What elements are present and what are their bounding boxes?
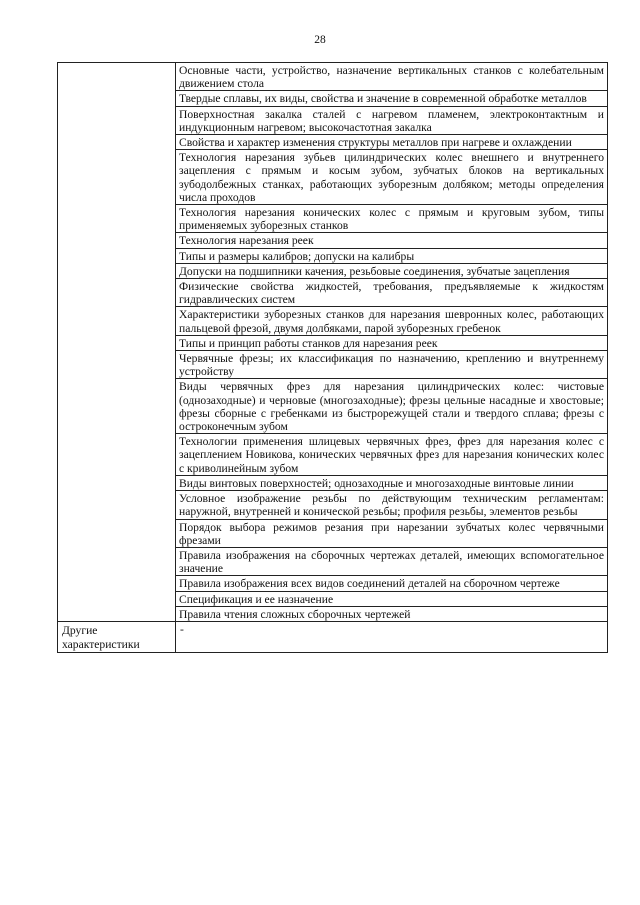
requirements-table-body [58, 63, 608, 653]
topic-cell: Червячные фрезы; их классификация по назначению, креплению и внутреннему устройству [176, 351, 608, 379]
other-characteristics-label-line1: Другие [62, 623, 98, 637]
topic-cell: Технология нарезания зубьев цилиндрических колес внешнего и внутреннего зацепления с прямым и косым зубом, зубчатых блоков на вертикальных зубодолбежных станках, работающих зуборезным долбяком; методы определения числа проходов [176, 150, 608, 205]
topic-cell: Порядок выбора режимов резания при нарезании зубчатых колес червячными фрезами [176, 519, 608, 547]
topic-cell: Спецификация и ее назначение [176, 591, 608, 606]
topic-cell: Правила изображения всех видов соединений деталей на сборочном чертеже [176, 576, 608, 591]
topic-cell: Твердые сплавы, их виды, свойства и значение в современной обработке металлов [176, 91, 608, 106]
topic-cell: Допуски на подшипники качения, резьбовые соединения, зубчатые зацепления [176, 263, 608, 278]
topic-cell: Правила чтения сложных сборочных чертежей [176, 606, 608, 621]
topic-cell: Виды червячных фрез для нарезания цилиндрических колес: чистовые (однозаходные) и черновые (многозаходные); фрезы цельные насадные и хвостовые; фрезы сборные с гребенками из быстрорежущей стали и твердого сплава; фрезы с остроконечным зубом [176, 379, 608, 434]
requirements-table [57, 62, 608, 653]
other-characteristics-label-line2: характеристики [62, 637, 140, 651]
topic-cell: Поверхностная закалка сталей с нагревом пламенем, электроконтактным и индукционным нагревом; высокочастотная закалка [176, 106, 608, 134]
topic-cell: Основные части, устройство, назначение вертикальных станков с колебательным движением стола [176, 63, 608, 91]
topic-cell: Технология нарезания конических колес с прямым и круговым зубом, типы применяемых зуборезных станков [176, 205, 608, 233]
topic-cell: Правила изображения на сборочных чертежах деталей, имеющих вспомогательное значение [176, 547, 608, 575]
topic-cell: Физические свойства жидкостей, требования, предъявляемые к жидкостям гидравлических систем [176, 279, 608, 307]
topic-cell: Технология нарезания реек [176, 233, 608, 248]
topic-row [58, 63, 608, 91]
topic-cell: Типы и принцип работы станков для нарезания реек [176, 335, 608, 350]
other-characteristics-label [58, 621, 176, 652]
topic-cell: Типы и размеры калибров; допуски на калибры [176, 248, 608, 263]
topic-cell: Условное изображение резьбы по действующим техническим регламентам: наружной, внутренней и конической резьбы; профиля резьбы, элементов резьбы [176, 491, 608, 519]
topic-cell: Свойства и характер изменения структуры металлов при нагреве и охлаждении [176, 135, 608, 150]
topic-cell: Виды винтовых поверхностей; однозаходные и многозаходные винтовые линии [176, 475, 608, 490]
other-characteristics-value: - [176, 621, 608, 652]
topic-cell: Характеристики зуборезных станков для нарезания шевронных колес, работающих пальцевой фрезой, двумя долбяками, парой зуборезных гребенок [176, 307, 608, 335]
topic-cell: Технологии применения шлицевых червячных фрез, фрез для нарезания колес с зацеплением Новикова, конических червячных фрез для нарезания конических колес с криволинейным зубом [176, 434, 608, 476]
other-characteristics-row [58, 621, 608, 652]
empty-label-cell [58, 63, 176, 622]
page-number: 28 [314, 34, 326, 46]
